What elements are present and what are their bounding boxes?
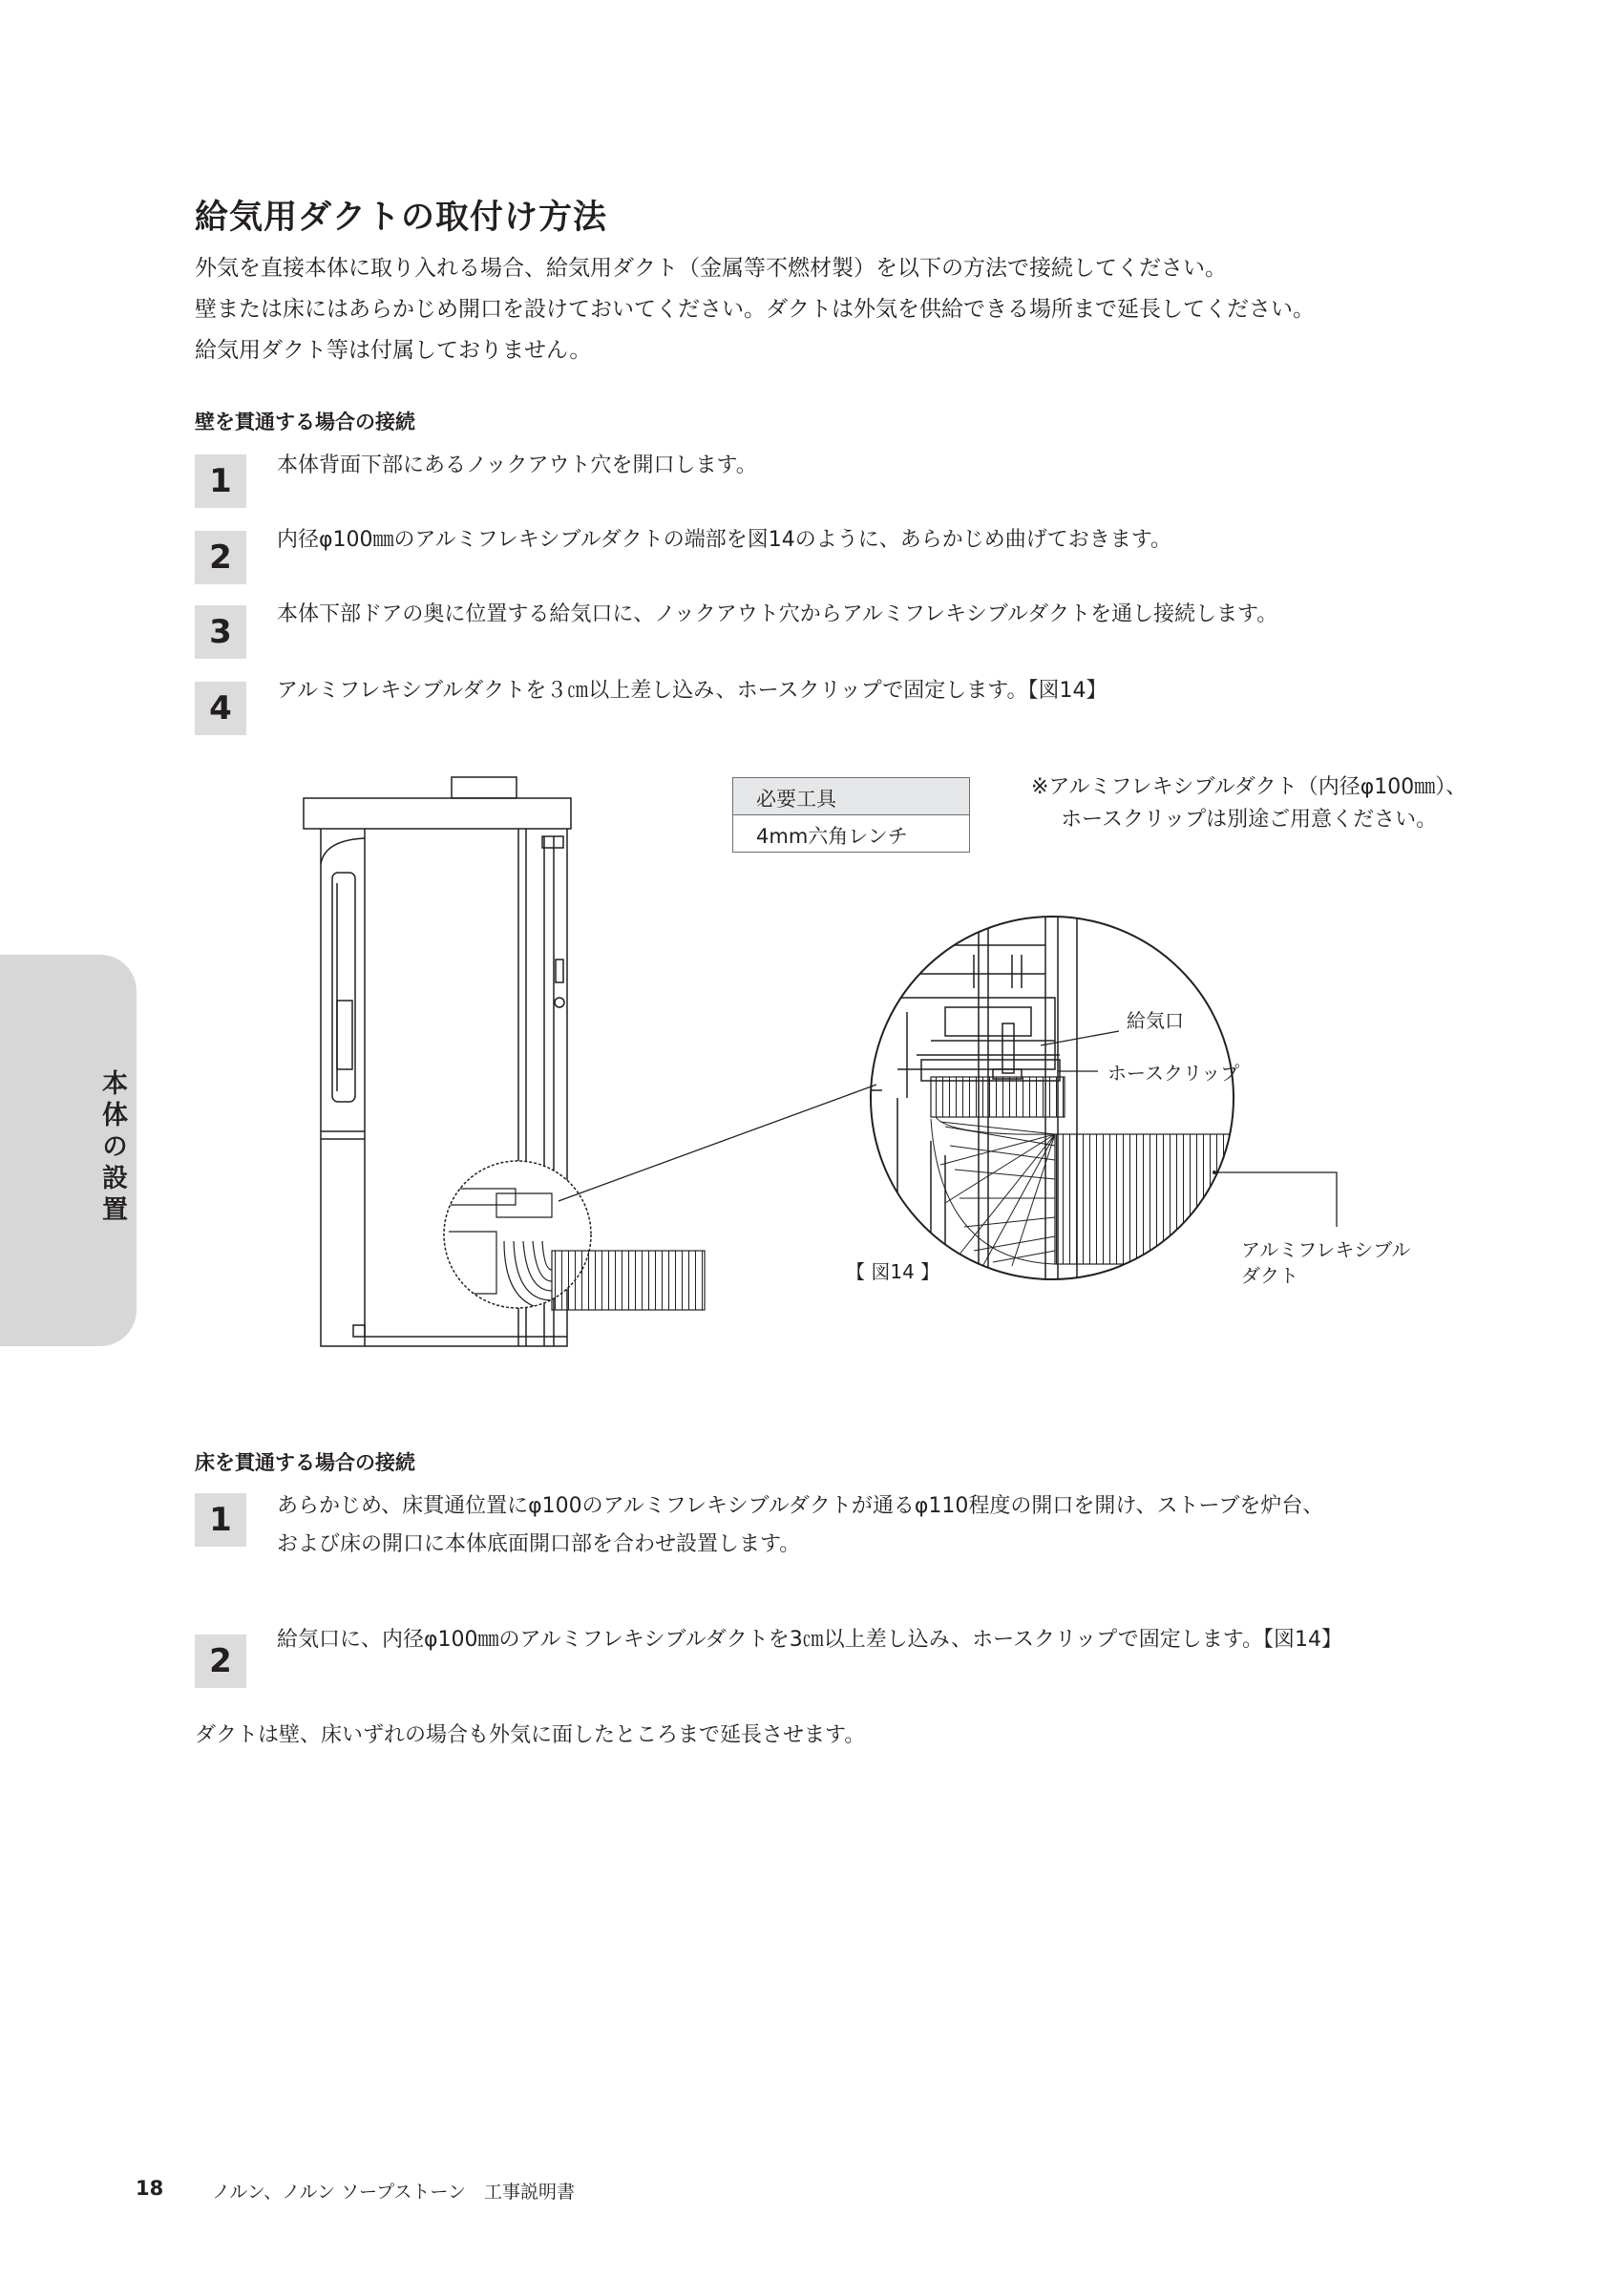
footer-title: ノルン、ノルン ソープストーン 工事説明書	[212, 2182, 575, 2203]
wall-heading: 壁を貫通する場合の接続	[195, 411, 415, 433]
wall-step-4-text: アルミフレキシブルダクトを３㎝以上差し込み、ホースクリップで固定します。【図14】	[277, 679, 1107, 703]
wall-step-2-number: 2	[195, 531, 246, 584]
required-tools-header: 必要工具	[733, 778, 969, 815]
wall-step-3-text: 本体下部ドアの奥に位置する給気口に、ノックアウト穴からアルミフレキシブルダクトを通し接続します。	[277, 602, 1278, 626]
intro-line-2: 壁または床にはあらかじめ開口を設けておいてください。ダクトは外気を供給できる場所まで延長してください。	[195, 297, 1315, 322]
closing-note: ダクトは壁、床いずれの場合も外気に面したところまで延長させます。	[195, 1723, 866, 1747]
page-number: 18	[136, 2177, 164, 2200]
wall-step-1-text: 本体背面下部にあるノックアウト穴を開口します。	[277, 453, 757, 477]
floor-step-2-number: 2	[195, 1635, 246, 1688]
wall-step-4-number: 4	[195, 682, 246, 735]
figure-caption: 【 図14 】	[846, 1260, 940, 1283]
wall-step-1-number: 1	[195, 454, 246, 508]
required-tools-item: 4mm六角レンチ	[756, 825, 908, 848]
floor-step-1-line-2: および床の開口に本体底面開口部を合わせ設置します。	[277, 1532, 801, 1556]
floor-step-1-number: 1	[195, 1493, 246, 1547]
floor-step-2-text: 給気口に、内径φ100㎜のアルミフレキシブルダクトを3㎝以上差し込み、ホースクリップで固定します。【図14】	[277, 1628, 1342, 1652]
label-air-inlet: 給気口	[1127, 1009, 1184, 1032]
floor-heading: 床を貫通する場合の接続	[195, 1451, 415, 1474]
duct-note-line-2: ホースクリップは別途ご用意ください。	[1061, 808, 1438, 832]
intro-line-1: 外気を直接本体に取り入れる場合、給気用ダクト（金属等不燃材製）を以下の方法で接続してください。	[195, 256, 1227, 281]
section-side-tab-label: 本体の設置	[97, 1069, 127, 1227]
label-flex-duct-line-2: ダクト	[1241, 1264, 1298, 1287]
intro-line-3: 給気用ダクト等は付属しておりません。	[195, 338, 592, 363]
label-flex-duct-line-1: アルミフレキシブル	[1241, 1238, 1411, 1261]
label-hose-clip: ホースクリップ	[1107, 1062, 1240, 1085]
page-title: 給気用ダクトの取付け方法	[195, 199, 608, 237]
duct-note-line-1: ※アルミフレキシブルダクト（内径φ100㎜）、	[1031, 775, 1467, 799]
wall-step-2-text: 内径φ100㎜のアルミフレキシブルダクトの端部を図14のように、あらかじめ曲げておきます。	[277, 528, 1172, 552]
wall-step-3-number: 3	[195, 605, 246, 659]
floor-step-1-line-1: あらかじめ、床貫通位置にφ100のアルミフレキシブルダクトが通るφ110程度の開口を開け、ストーブを炉台、	[277, 1494, 1324, 1518]
